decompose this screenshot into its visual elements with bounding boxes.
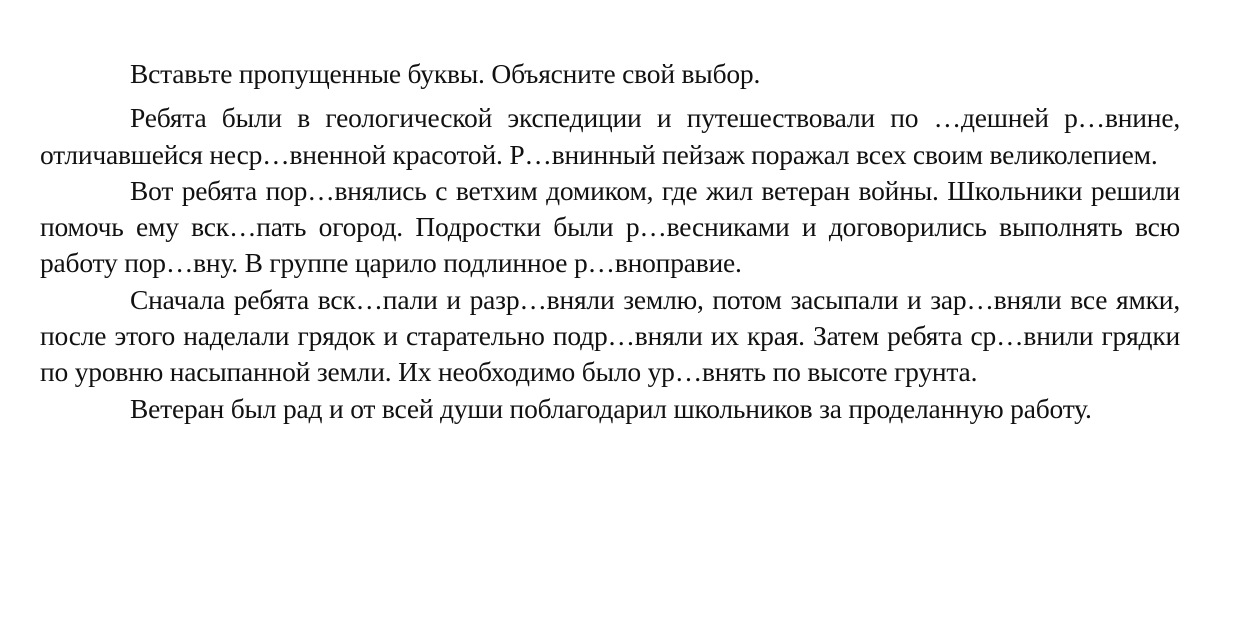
- paragraph-3: Сначала ребята вск…пали и разр…вняли землю, потом засыпали и зар…вняли все ямки, после этого наделали грядок и старательно подр…вняли их края. Затем ребята ср…внили грядки по уровню насыпанной земли. Их необходимо было ур…внять по высоте грунта.: [40, 283, 1180, 388]
- exercise-text: [40, 56, 1180, 427]
- paragraph-4: Ветеран был рад и от всей души поблагодарил школьников за проделанную работу.: [130, 392, 1092, 424]
- paragraph-1: Ребята были в геологической экспедиции и путешествовали по …дешней р…внине, отличавшейся неср…вненной красотой. Р…внинный пейзаж поражал всех своим великолепием.: [40, 102, 1180, 170]
- paragraph-2: Вот ребята пор…внялись с ветхим домиком, где жил ветеран войны. Школьники решили помочь ему вск…пать огород. Подростки были р…весниками и договорились выполнять всю работу пор…вну. В группе царило подлинное р…вноправие.: [40, 174, 1180, 279]
- exercise-instruction: Вставьте пропущенные буквы. Объясните свой выбор.: [130, 58, 761, 89]
